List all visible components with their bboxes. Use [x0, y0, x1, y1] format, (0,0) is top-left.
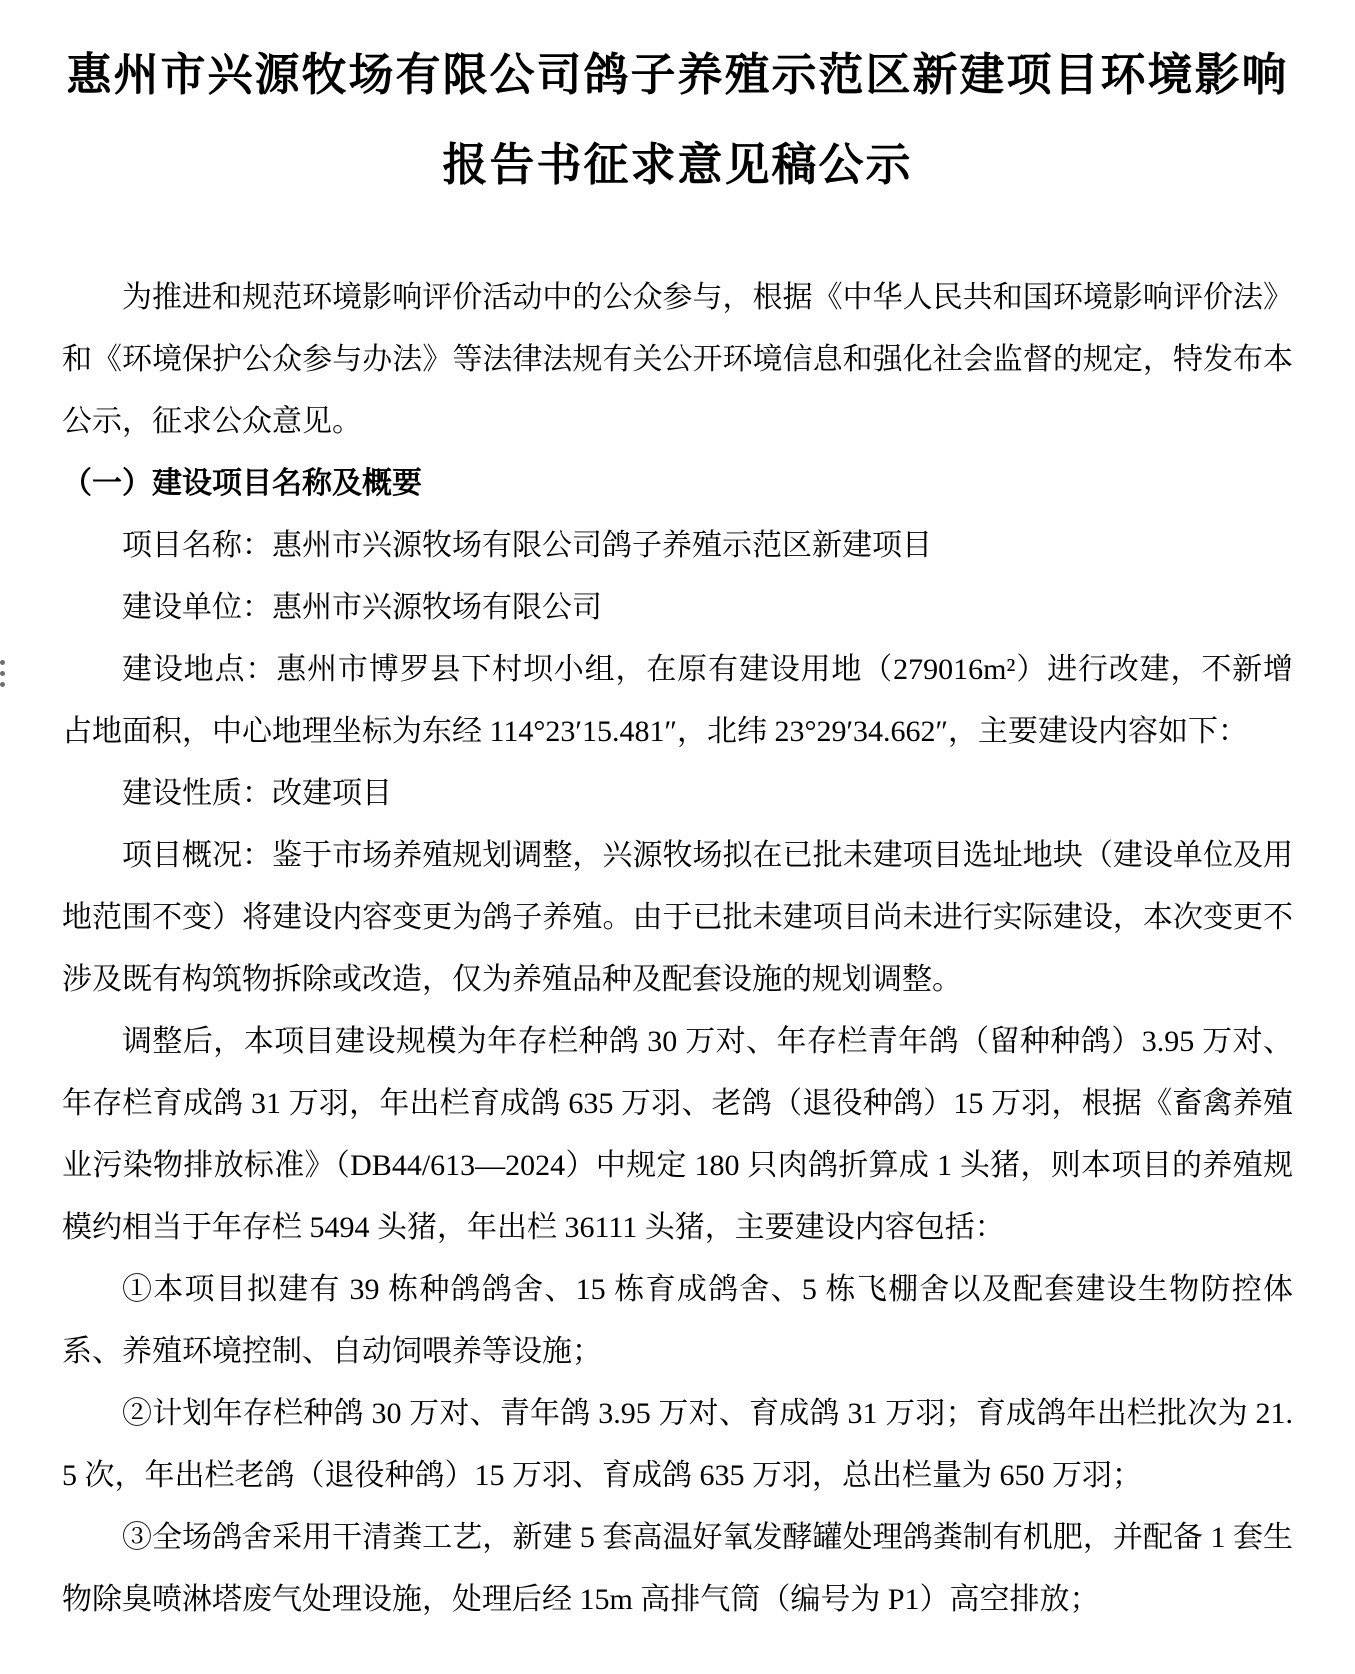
- field-project-overview: 项目概况：鉴于市场养殖规划调整，兴源牧场拟在已批未建项目选址地块（建设单位及用地范围不变）将建设内容变更为鸽子养殖。由于已批未建项目尚未进行实际建设，本次变更不涉及既有构筑物拆除或改造，仅为养殖品种及配套设施的规划调整。: [62, 839, 1293, 996]
- scale-paragraph: 调整后，本项目建设规模为年存栏种鸽 30 万对、年存栏青年鸽（留种种鸽）3.95 万对、年存栏育成鸽 31 万羽，年出栏育成鸽 635 万羽、老鸽（退役种鸽）15 万羽，根据《畜禽养殖业污染物排放标准》（DB44/613—2024）中规定 180 只肉鸽折算成 1 头猪，则本项目的养殖规模约相当于年存栏 5494 头猪，年出栏 36111 头猪，主要建设内容包括：: [62, 1025, 1293, 1244]
- field-project-name: 项目名称：惠州市兴源牧场有限公司鸽子养殖示范区新建项目: [122, 529, 932, 562]
- page-title: [62, 30, 1293, 210]
- field-construction-nature: 建设性质：改建项目: [122, 777, 392, 810]
- page-title-line-2: 报告书征求意见稿公示: [442, 139, 913, 190]
- page-title-line-1: 惠州市兴源牧场有限公司鸽子养殖示范区新建项目环境影响: [66, 49, 1289, 100]
- intro-paragraph: 为推进和规范环境影响评价活动中的公众参与，根据《中华人民共和国环境影响评价法》和《环境保护公众参与办法》等法律法规有关公开环境信息和强化社会监督的规定，特发布本公示，征求公众意见。: [62, 281, 1293, 438]
- side-drag-handle-icon[interactable]: [0, 660, 10, 687]
- handle-dot: [0, 682, 5, 687]
- field-construction-site: 建设地点：惠州市博罗县下村坝小组，在原有建设用地（279016m²）进行改建，不新增占地面积，中心地理坐标为东经 114°23′15.481″，北纬 23°29′34.662″，主要建设内容如下：: [62, 653, 1293, 748]
- handle-dot: [0, 671, 5, 676]
- section1-heading: （一）建设项目名称及概要: [62, 467, 422, 500]
- list-item-1: ①本项目拟建有 39 栋种鸽鸽舍、15 栋育成鸽舍、5 栋飞棚舍以及配套建设生物防控体系、养殖环境控制、自动饲喂养等设施；: [62, 1273, 1293, 1368]
- handle-dot: [0, 660, 5, 665]
- field-construction-unit: 建设单位：惠州市兴源牧场有限公司: [122, 591, 602, 624]
- list-item-2: ②计划年存栏种鸽 30 万对、青年鸽 3.95 万对、育成鸽 31 万羽；育成鸽年出栏批次为 21.5 次，年出栏老鸽（退役种鸽）15 万羽、育成鸽 635 万羽，总出栏量为 650 万羽；: [62, 1397, 1293, 1492]
- list-item-3: ③全场鸽舍采用干清粪工艺，新建 5 套高温好氧发酵罐处理鸽粪制有机肥，并配备 1 套生物除臭喷淋塔废气处理设施，处理后经 15m 高排气筒（编号为 P1）高空排放；: [62, 1521, 1293, 1616]
